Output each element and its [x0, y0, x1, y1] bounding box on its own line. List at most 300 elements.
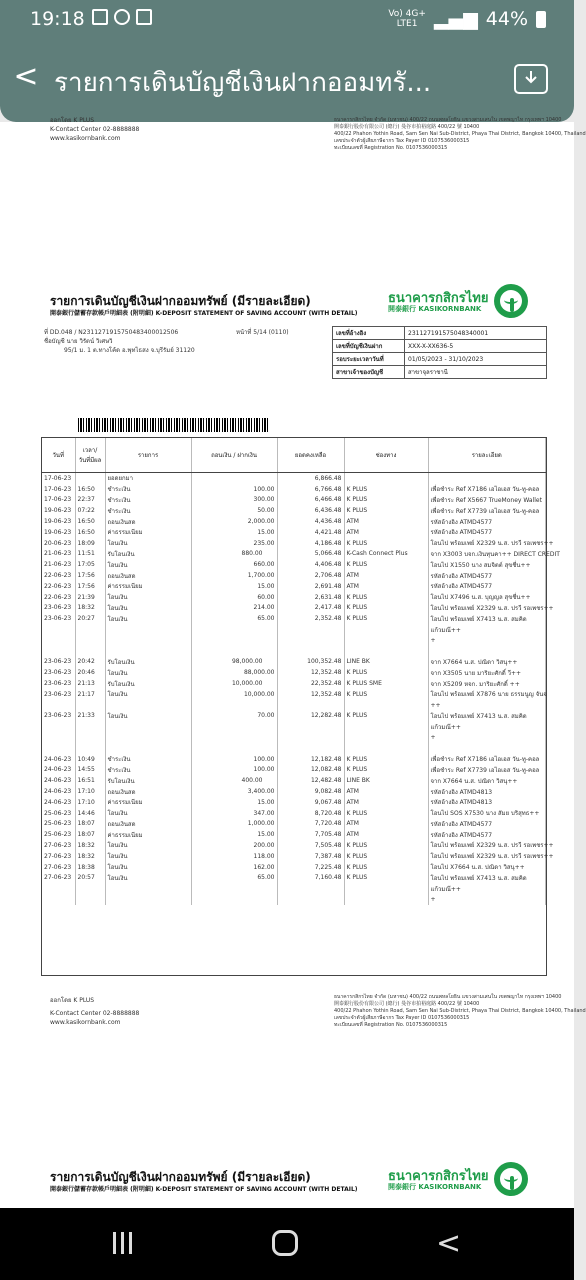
home-button[interactable] [272, 1230, 298, 1256]
table-row [42, 581, 546, 592]
table-cell [105, 732, 191, 743]
page-number: หน้าที่ 5/14 (0110) [236, 329, 289, 336]
table-cell: 65.00 [191, 872, 277, 883]
table-cell: ชำระเงิน [105, 484, 191, 495]
table-cell: 7,720.48 [277, 819, 344, 830]
table-cell: 23-06-23 [42, 603, 75, 614]
table-cell: ++ [428, 700, 546, 711]
table-row [42, 808, 546, 819]
column-header: รายการ [105, 438, 191, 473]
table-row [42, 473, 546, 484]
table-cell: 23-06-23 [42, 678, 75, 689]
table-cell: 21:39 [75, 592, 105, 603]
table-cell [191, 732, 277, 743]
bank-name-en: 開泰銀行 KASIKORNBANK [388, 305, 482, 313]
table-cell: ATM [344, 829, 428, 840]
table-cell: 4,186.48 [277, 538, 344, 549]
table-cell [277, 700, 344, 711]
table-cell [191, 700, 277, 711]
status-right [388, 8, 546, 30]
table-row [42, 592, 546, 603]
table-cell: 16:50 [75, 516, 105, 527]
table-cell: ATM [344, 797, 428, 808]
table-cell [42, 732, 75, 743]
table-cell: 100.00 [191, 765, 277, 776]
issued-by: ออกโดย K PLUS [50, 117, 95, 124]
table-cell [191, 635, 277, 646]
chevron-left-icon: < [13, 59, 39, 94]
table-cell: 10:49 [75, 754, 105, 765]
table-cell: 14:55 [75, 765, 105, 776]
table-cell: ชำระเงิน [105, 495, 191, 506]
table-cell: 27-06-23 [42, 840, 75, 851]
table-cell: K PLUS [344, 862, 428, 873]
footer-registration: ทะเบียนเลขที่ Registration No. 0107536000315 [334, 1022, 448, 1028]
table-row [42, 797, 546, 808]
table-cell: 12,082.48 [277, 765, 344, 776]
table-cell: รหัสอ้างอิง ATMD4577 [428, 819, 546, 830]
table-cell [75, 883, 105, 894]
table-cell: + [428, 894, 546, 905]
table-row [42, 516, 546, 527]
column-header: ถอนเงิน / ฝากเงิน [191, 438, 277, 473]
table-cell: 17-06-23 [42, 484, 75, 495]
table-cell: 12,352.48 [277, 689, 344, 700]
info-key: รอบระยะเวลาวันที่ [333, 353, 405, 366]
table-cell: โอนไป พร้อมเพย์ X2329 น.ส. ปรวี รอเพชร++ [428, 538, 546, 549]
table-cell: แก้วมณ๊++ [428, 624, 546, 635]
table-cell [344, 721, 428, 732]
table-cell [42, 646, 75, 657]
table-cell: 100,352.48 [277, 657, 344, 668]
table-cell: 3,400.00 [191, 786, 277, 797]
table-cell: 17-06-23 [42, 495, 75, 506]
table-cell: K PLUS [344, 754, 428, 765]
table-cell: 20:46 [75, 667, 105, 678]
table-cell: 6,436.48 [277, 505, 344, 516]
table-cell: 2,417.48 [277, 603, 344, 614]
table-cell [105, 743, 191, 754]
table-cell: 2,631.48 [277, 592, 344, 603]
table-cell [105, 700, 191, 711]
table-cell: โอนเงิน [105, 559, 191, 570]
statement-document[interactable] [0, 117, 586, 1208]
table-cell: เพื่อชำระ Ref X7739 เอไอเอส วัน-ทู-คอล [428, 505, 546, 516]
table-row [42, 527, 546, 538]
table-cell: โอนเงิน [105, 667, 191, 678]
table-cell: 17:56 [75, 581, 105, 592]
table-cell: ATM [344, 786, 428, 797]
table-cell: ชำระเงิน [105, 765, 191, 776]
table-cell: 70.00 [191, 711, 277, 722]
table-cell: ชำระเงิน [105, 505, 191, 516]
table-row [42, 754, 546, 765]
table-cell [105, 883, 191, 894]
table-cell: เพื่อชำระ Ref X7739 เอไอเอส วัน-ทู-คอล [428, 765, 546, 776]
table-cell: 27-06-23 [42, 872, 75, 883]
table-cell: K PLUS [344, 505, 428, 516]
info-value: 01/05/2023 - 31/10/2023 [405, 353, 547, 366]
footer-issued-by: ออกโดย K PLUS [50, 997, 95, 1004]
table-row [42, 495, 546, 506]
table-cell: 24-06-23 [42, 775, 75, 786]
back-nav-button[interactable]: < [436, 1226, 462, 1261]
table-cell: รับโอนเงิน [105, 775, 191, 786]
footer-address-cn: 開泰銀行股份有限公司 (總行) 曼谷市拍裕庭路 400/22 號 10400 [334, 1001, 480, 1007]
back-button[interactable] [12, 60, 40, 96]
table-cell: K PLUS [344, 495, 428, 506]
statement-title: รายการเดินบัญชีเงินฝากออมทรัพย์ (มีรายละเอียด) [50, 294, 311, 308]
table-cell: 21:17 [75, 689, 105, 700]
table-cell [428, 646, 546, 657]
info-key: เลขที่บัญชีเงินฝาก [333, 340, 405, 353]
next-page-subtitle: 開泰銀行儲蓄存款帳戶明細表 (附明細) K-DEPOSIT STATEMENT OF SAVING ACCOUNT (WITH DETAIL) [50, 1186, 358, 1193]
table-cell [277, 743, 344, 754]
table-row [42, 732, 546, 743]
table-cell: โอนไป พร้อมเพย์ X2329 น.ส. ปรวี รอเพชร++ [428, 840, 546, 851]
table-cell [277, 883, 344, 894]
table-cell: 20:57 [75, 872, 105, 883]
table-cell: ชำระเงิน [105, 754, 191, 765]
table-cell: 23-06-23 [42, 667, 75, 678]
table-cell: 22-06-23 [42, 570, 75, 581]
table-cell: K PLUS [344, 851, 428, 862]
table-cell: 2,706.48 [277, 570, 344, 581]
app-bar [0, 38, 574, 122]
table-cell: 12,482.48 [277, 775, 344, 786]
table-cell: โอนไป X7496 น.ส. บุญญล สุขชื่น++ [428, 592, 546, 603]
table-cell: โอนเงิน [105, 840, 191, 851]
table-cell: 10,000.00 [191, 689, 277, 700]
table-cell: ค่าธรรมเนียม [105, 581, 191, 592]
kbank-logo-icon [494, 284, 528, 318]
table-cell: K PLUS [344, 603, 428, 614]
table-cell: K PLUS [344, 872, 428, 883]
table-cell [344, 635, 428, 646]
table-cell: 19-06-23 [42, 505, 75, 516]
table-cell: 65.00 [191, 613, 277, 624]
table-cell: LINE BK [344, 657, 428, 668]
website: www.kasikornbank.com [50, 135, 121, 142]
table-cell: รหัสอ้างอิง ATMD4577 [428, 829, 546, 840]
table-cell: โอนไป พร้อมเพย์ X2329 น.ส. ปรวี รอเพชร++ [428, 603, 546, 614]
table-cell: ATM [344, 819, 428, 830]
call-icon [114, 9, 130, 25]
address-th: ธนาคารกสิกรไทย จำกัด (มหาชน) 400/22 ถนนพหลโยธิน แขวงสามเสนใน เขตพญาไท กรุงเทพฯ 10400 [334, 117, 562, 123]
table-cell: 22,352.48 [277, 678, 344, 689]
table-cell: 1,700.00 [191, 570, 277, 581]
table-cell: 22-06-23 [42, 581, 75, 592]
top-left-info [50, 116, 139, 143]
contact-center: K-Contact Center 02-8888888 [50, 126, 140, 133]
table-row [42, 872, 546, 883]
table-cell: 19-06-23 [42, 516, 75, 527]
table-cell: 60.00 [191, 592, 277, 603]
table-cell: 100.00 [191, 484, 277, 495]
table-cell: รหัสอ้างอิง ATMD4813 [428, 797, 546, 808]
table-cell: โอนเงิน [105, 538, 191, 549]
table-cell: 18:38 [75, 862, 105, 873]
address-cn: 開泰銀行股份有限公司 (總行) 曼谷市拍裕庭路 400/22 號 10400 [334, 124, 480, 130]
table-cell: โอนเงิน [105, 592, 191, 603]
table-cell: 17:05 [75, 559, 105, 570]
table-cell: 18:32 [75, 851, 105, 862]
table-cell: 25-06-23 [42, 829, 75, 840]
network-type: Vo) 4G+ LTE1 [388, 9, 426, 29]
table-cell: 16:50 [75, 527, 105, 538]
gallery-icon [92, 9, 108, 25]
top-right-address [334, 117, 586, 152]
table-cell: 12,282.48 [277, 711, 344, 722]
table-cell: 27-06-23 [42, 851, 75, 862]
table-cell [344, 883, 428, 894]
table-cell: 21-06-23 [42, 559, 75, 570]
account-info-row [333, 366, 547, 379]
table-cell: 07:22 [75, 505, 105, 516]
table-cell: จาก X3003 บจก.เงินทุนคา++ DIRECT CREDIT [428, 549, 546, 560]
table-cell: 12,352.48 [277, 667, 344, 678]
account-address: 95/1 ม. 1 ต.ทางโค้ด อ.พุทไธสง จ.บุรีรัมย์ 31120 [64, 347, 195, 354]
table-cell [75, 743, 105, 754]
table-cell: โอนไป พร้อมเพย์ X7413 น.ส. สมคิด [428, 872, 546, 883]
table-cell: K PLUS [344, 808, 428, 819]
table-cell [191, 624, 277, 635]
table-cell: 2,000.00 [191, 516, 277, 527]
table-cell: 4,436.48 [277, 516, 344, 527]
signal-icon: ▂▄▆ [433, 8, 478, 30]
table-cell: ถอนเงินสด [105, 819, 191, 830]
info-key: เลขที่อ้างอิง [333, 327, 405, 340]
table-cell [191, 894, 277, 905]
account-name: ชื่อบัญชี นาย วิรัตน์ วิเศษวิ [44, 338, 113, 345]
table-cell: โอนเงิน [105, 689, 191, 700]
table-cell: 98,000.00 [191, 657, 277, 668]
table-cell: 15.00 [191, 829, 277, 840]
table-cell: K PLUS [344, 559, 428, 570]
table-cell: โอนเงิน [105, 862, 191, 873]
table-cell: 16:51 [75, 775, 105, 786]
check-icon [136, 9, 152, 25]
table-cell: ATM [344, 570, 428, 581]
table-cell: 24-06-23 [42, 786, 75, 797]
info-value: 231127191575048340001 [405, 327, 547, 340]
bank-name-th: ธนาคารกสิกรไทย [388, 291, 489, 306]
table-cell: แก้วมณ๊++ [428, 721, 546, 732]
table-cell: เพื่อชำระ Ref X5667 TrueMoney Wallet [428, 495, 546, 506]
table-cell: เพื่อชำระ Ref X7186 เอไอเอส วัน-ทู-คอล [428, 484, 546, 495]
table-cell: ค่าธรรมเนียม [105, 829, 191, 840]
table-cell: 23-06-23 [42, 711, 75, 722]
table-row [42, 883, 546, 894]
table-cell [428, 473, 546, 484]
footer-left [50, 996, 139, 1027]
table-row [42, 678, 546, 689]
table-cell: 17:10 [75, 786, 105, 797]
table-cell [344, 743, 428, 754]
table-cell: รหัสอ้างอิง ATMD4813 [428, 786, 546, 797]
table-cell: 4,421.48 [277, 527, 344, 538]
info-key: สาขาเจ้าของบัญชี [333, 366, 405, 379]
table-cell [75, 700, 105, 711]
table-cell: 214.00 [191, 603, 277, 614]
table-cell [277, 732, 344, 743]
table-cell: โอนเงิน [105, 603, 191, 614]
table-cell: LINE BK [344, 775, 428, 786]
table-cell [191, 743, 277, 754]
table-cell: 22:37 [75, 495, 105, 506]
table-cell: ค่าธรรมเนียม [105, 527, 191, 538]
table-cell [344, 646, 428, 657]
table-row [42, 743, 546, 754]
table-cell: 16:50 [75, 484, 105, 495]
registration-no: ทะเบียนเลขที่ Registration No. 0107536000315 [334, 145, 448, 151]
table-row [42, 840, 546, 851]
download-button[interactable] [514, 64, 548, 94]
table-cell: 400.00 [191, 775, 277, 786]
table-cell [191, 883, 277, 894]
table-cell: 21:33 [75, 711, 105, 722]
table-cell: 17:10 [75, 797, 105, 808]
table-cell: ATM [344, 581, 428, 592]
table-cell: 4,406.48 [277, 559, 344, 570]
table-cell: เพื่อชำระ Ref X7186 เอไอเอส วัน-ทู-คอล [428, 754, 546, 765]
table-cell [75, 473, 105, 484]
table-cell: โอนเงิน [105, 711, 191, 722]
table-cell [42, 624, 75, 635]
table-cell: 19-06-23 [42, 527, 75, 538]
table-cell [105, 894, 191, 905]
battery-level: 44% [485, 8, 528, 30]
table-cell: โอนเงิน [105, 613, 191, 624]
transactions-table [41, 437, 560, 976]
table-row [42, 721, 546, 732]
table-cell: 24-06-23 [42, 765, 75, 776]
table-cell: ยอดยกมา [105, 473, 191, 484]
table-row [42, 851, 546, 862]
table-cell: รหัสอ้างอิง ATMD4577 [428, 527, 546, 538]
address-en: 400/22 Phahon Yothin Road, Sam Sen Nai Sub-District, Phaya Thai District, Bangkok 10400, Thailand [334, 131, 586, 137]
table-cell [191, 473, 277, 484]
table-row [42, 613, 546, 624]
table-cell: โอนไป พร้อมเพย์ X7413 น.ส. สมคิด [428, 613, 546, 624]
page-title: รายการเดินบัญชีเงินฝากออมทรั... [54, 68, 432, 98]
table-cell: 7,160.48 [277, 872, 344, 883]
table-row [42, 700, 546, 711]
table-cell: รับโอนเงิน [105, 678, 191, 689]
table-row [42, 689, 546, 700]
statement-subtitle: 開泰銀行儲蓄存款帳戶明細表 (附明細) K-DEPOSIT STATEMENT OF SAVING ACCOUNT (WITH DETAIL) [50, 310, 358, 317]
table-cell: 11:51 [75, 549, 105, 560]
info-value: XXX-X-XX636-5 [405, 340, 547, 353]
table-cell: K PLUS [344, 538, 428, 549]
table-cell: จาก X3505 นาย มาริยะศักดิ์ วี++ [428, 667, 546, 678]
footer-tax-id: เลขประจำตัวผู้เสียภาษีอากร Tax Payer ID 0107536000315 [334, 1015, 470, 1021]
table-cell [191, 721, 277, 732]
table-cell: จาก X7664 น.ส. ปณิดา วิสนุ++ [428, 775, 546, 786]
footer-website: www.kasikornbank.com [50, 1019, 121, 1026]
table-cell: ATM [344, 516, 428, 527]
table-cell: 18:32 [75, 603, 105, 614]
table-cell: โอนเงิน [105, 872, 191, 883]
account-info-row [333, 327, 547, 340]
tax-id: เลขประจำตัวผู้เสียภาษีอากร Tax Payer ID 0107536000315 [334, 138, 470, 144]
table-cell: รหัสอ้างอิง ATMD4577 [428, 570, 546, 581]
table-row [42, 862, 546, 873]
table-cell: โอนไป SOS X7530 นาง สัมย บริสุทธ++ [428, 808, 546, 819]
table-cell: 18:07 [75, 819, 105, 830]
recent-apps-button[interactable] [113, 1232, 132, 1254]
table-cell: 7,225.48 [277, 862, 344, 873]
table-cell: 8,720.48 [277, 808, 344, 819]
table-cell [344, 624, 428, 635]
table-cell: 200.00 [191, 840, 277, 851]
table-cell: K PLUS [344, 689, 428, 700]
table-row [42, 484, 546, 495]
next-bank-name-th: ธนาคารกสิกรไทย [388, 1169, 489, 1184]
battery-icon [536, 11, 546, 28]
column-header: เวลา/ วันที่มีผล [75, 438, 105, 473]
table-cell: K PLUS [344, 765, 428, 776]
table-cell: 1,000.00 [191, 819, 277, 830]
table-cell: 17-06-23 [42, 473, 75, 484]
footer-address-th: ธนาคารกสิกรไทย จำกัด (มหาชน) 400/22 ถนนพหลโยธิน แขวงสามเสนใน เขตพญาไท กรุงเทพฯ 10400 [334, 994, 562, 1000]
table-cell: 660.00 [191, 559, 277, 570]
table-cell: 23-06-23 [42, 613, 75, 624]
table-cell: K PLUS [344, 613, 428, 624]
table-cell [75, 894, 105, 905]
table-cell: 7,505.48 [277, 840, 344, 851]
table-row [42, 646, 546, 657]
download-icon [522, 69, 540, 89]
table-cell [42, 894, 75, 905]
table-row [42, 667, 546, 678]
table-cell: 100.00 [191, 754, 277, 765]
barcode [78, 418, 268, 432]
table-cell: 6,766.48 [277, 484, 344, 495]
table-cell: 5,066.48 [277, 549, 344, 560]
table-cell: 10,000.00 [191, 678, 277, 689]
table-cell [277, 646, 344, 657]
table-cell: K PLUS [344, 667, 428, 678]
account-holder-info [44, 328, 324, 355]
table-cell: 6,866.48 [277, 473, 344, 484]
table-row [42, 538, 546, 549]
table-cell [344, 894, 428, 905]
navigation-bar [0, 1208, 574, 1280]
table-cell: 7,387.48 [277, 851, 344, 862]
account-info-row [333, 340, 547, 353]
reference-no: ที่ DD.048 / N2311271915750483400012506 [44, 329, 179, 336]
table-row [42, 657, 546, 668]
table-cell [105, 624, 191, 635]
table-row [42, 559, 546, 570]
table-cell [344, 700, 428, 711]
status-time: 19:18 [30, 8, 85, 30]
footer-address-en: 400/22 Phahon Yothin Road, Sam Sen Nai Sub-District, Phaya Thai District, Bangkok 10400, Thailand [334, 1008, 586, 1014]
footer-right-address [334, 994, 586, 1029]
table-cell: 18:09 [75, 538, 105, 549]
table-cell [42, 743, 75, 754]
table-row [42, 635, 546, 646]
table-cell [277, 635, 344, 646]
table-cell [42, 700, 75, 711]
table-row [42, 829, 546, 840]
table-cell [42, 883, 75, 894]
table-cell: K PLUS [344, 711, 428, 722]
table-cell [191, 646, 277, 657]
account-info-table [332, 326, 547, 379]
table-cell: K-Cash Connect Plus [344, 549, 428, 560]
